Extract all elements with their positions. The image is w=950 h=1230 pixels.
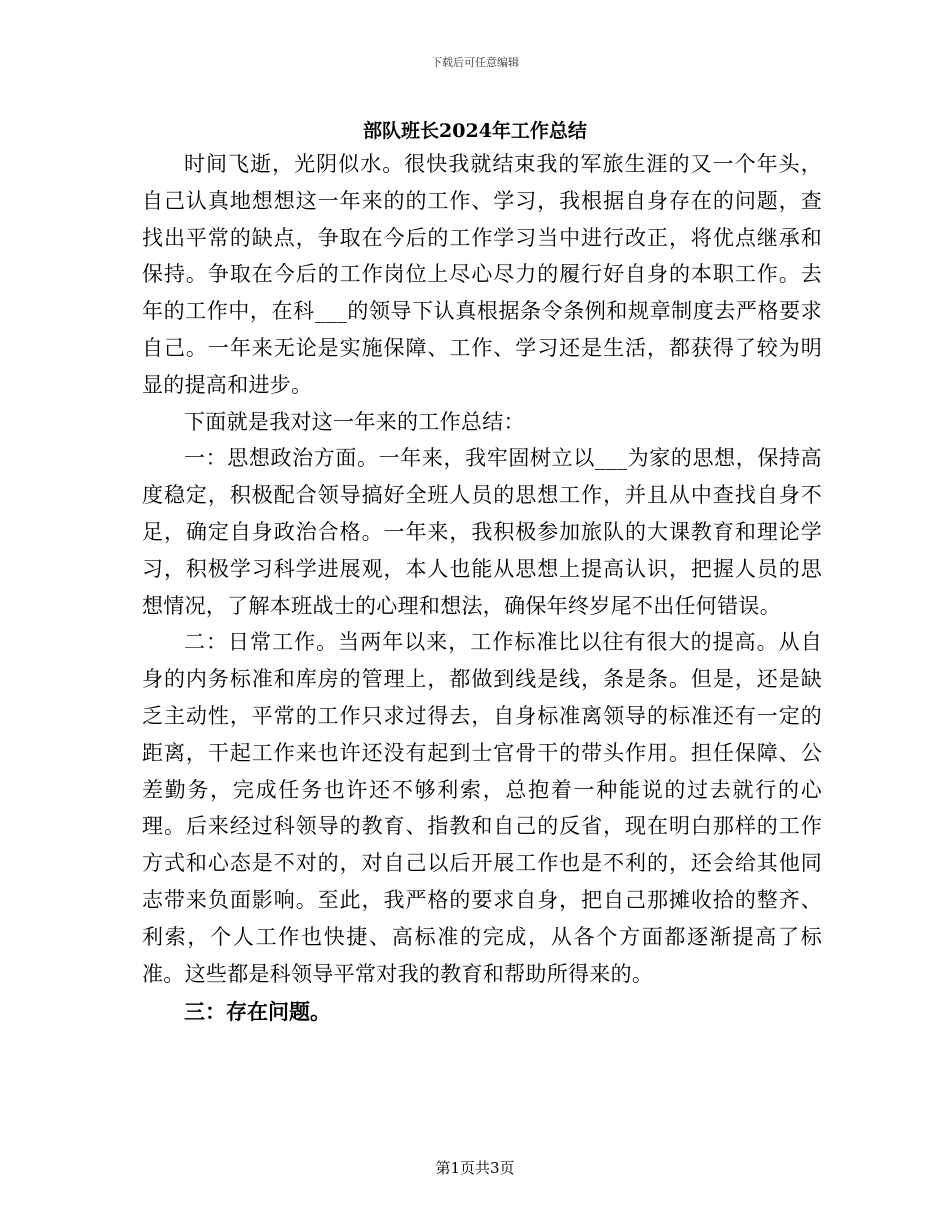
- page-header-note: 下载后可任意编辑: [431, 56, 519, 69]
- paragraph-intro: 时间飞逝，光阴似水。很快我就结束我的军旅生涯的又一个年头，自己认真地想想这一年来的的工作、学习，我根据自身存在的问题，查找出平常的缺点，争取在今后的工作学习当中进行改正，将优点继承和保持。争取在今后的工作岗位上尽心尽力的履行好自身的本职工作。去年的工作中，在科___的领导下认真根据条令条例和规章制度去严格要求自己。一年来无论是实施保障、工作、学习还是生活，都获得了较为明显的提高和进步。: [142, 152, 822, 397]
- paragraph-summary-lead: 下面就是我对这一年来的工作总结：: [184, 409, 525, 434]
- page-number: 第1页共3页: [435, 1159, 515, 1177]
- paragraph-ideology: 一：思想政治方面。一年来，我牢固树立以___为家的思想，保持高度稳定，积极配合领导搞好全班人员的思想工作，并且从中查找自身不足，确定自身政治合格。一年来，我积极参加旅队的大课教育和理论学习，积极学习科学进展观，本人也能从思想上提高认识，把握人员的思想情况，了解本班战士的心理和想法，确保年终岁尾不出任何错误。: [142, 446, 822, 618]
- document-title: 部队班长2024年工作总结: [363, 120, 587, 142]
- document-body: [142, 146, 822, 1031]
- section-heading-problems: 三：存在问题。: [184, 999, 331, 1025]
- paragraph-daily-work: 二：日常工作。当两年以来，工作标准比以往有很大的提高。从自身的内务标准和库房的管理上，都做到线是线，条是条。但是，还是缺乏主动性，平常的工作只求过得去，自身标准离领导的标准还有一定的距离，干起工作来也许还没有起到士官骨干的带头作用。担任保障、公差勤务，完成任务也许还不够利索，总抱着一种能说的过去就行的心理。后来经过科领导的教育、指教和自己的反省，现在明白那样的工作方式和心态是不对的，对自己以后开展工作也是不利的，还会给其他同志带来负面影响。至此，我严格的要求自身，把自己那摊收拾的整齐、利索，个人工作也快捷、高标准的完成，从各个方面都逐渐提高了标准。这些都是科领导平常对我的教育和帮助所得来的。: [142, 630, 822, 986]
